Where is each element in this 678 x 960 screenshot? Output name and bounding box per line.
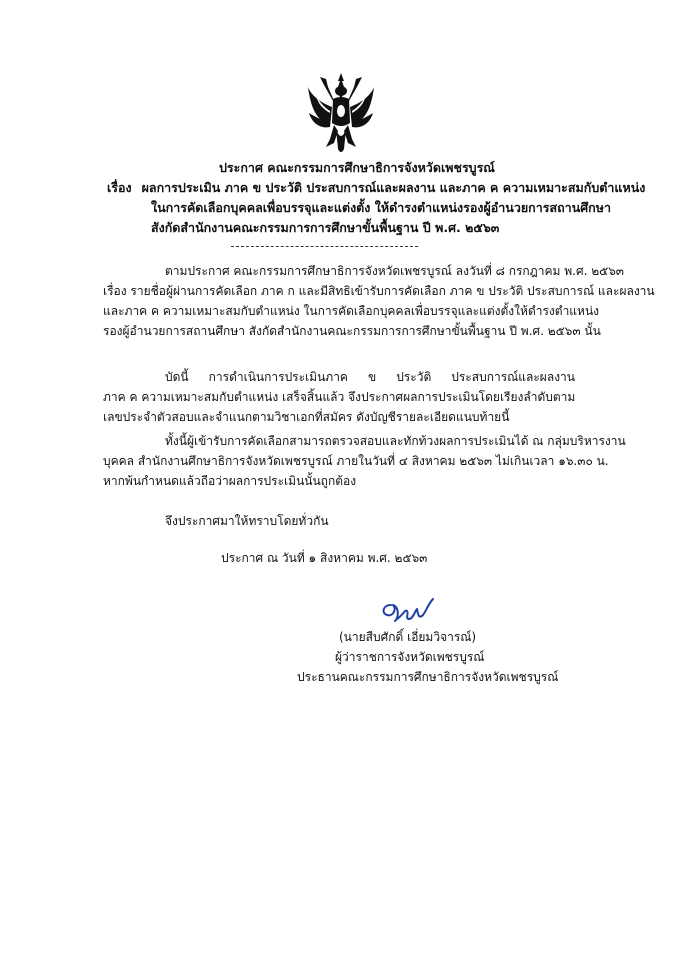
signatory-position-2: ประธานคณะกรรมการศึกษาธิการจังหวัดเพชรบูรณ์ <box>297 670 559 684</box>
title-divider <box>231 246 418 247</box>
signatory-position-1: ผู้ว่าราชการจังหวัดเพชรบูรณ์ <box>335 650 485 664</box>
paragraph-1-line-3: และภาค ค ความเหมาะสมกับตำแหน่ง ในการคัดเลือกบุคคลเพื่อบรรจุและแต่งตั้งให้ดำรงตำแหน่ง <box>103 304 600 318</box>
subject-label: เรื่อง <box>107 180 132 195</box>
announcement-title: ประกาศ คณะกรรมการศึกษาธิการจังหวัดเพชรบูรณ์ <box>219 160 495 175</box>
garuda-emblem-icon <box>306 73 376 155</box>
paragraph-1-line-4: รองผู้อำนวยการสถานศึกษา สังกัดสำนักงานคณะกรรมการการศึกษาขั้นพื้นฐาน ปี พ.ศ. ๒๕๖๓ นั้น <box>103 324 601 338</box>
paragraph-1-line-1: ตามประกาศ คณะกรรมการศึกษาธิการจังหวัดเพชรบูรณ์ ลงวันที่ ๘ กรกฎาคม พ.ศ. ๒๕๖๓ <box>165 264 625 278</box>
handwritten-signature <box>377 597 435 625</box>
paragraph-2-line-2: ภาค ค ความเหมาะสมกับตำแหน่ง เสร็จสิ้นแล้ว จึงประกาศผลการประเมินโดยเรียงลำดับตาม <box>103 390 576 404</box>
closing-statement: จึงประกาศมาให้ทราบโดยทั่วกัน <box>165 514 329 528</box>
paragraph-3-line-2: บุคคล สำนักงานศึกษาธิการจังหวัดเพชรบูรณ์ ภายในวันที่ ๔ สิงหาคม ๒๕๖๓ ไม่เกินเวลา ๑๖.๓๐ น. <box>103 454 609 468</box>
subject-text-line-3: สังกัดสำนักงานคณะกรรมการการศึกษาขั้นพื้นฐาน ปี พ.ศ. ๒๕๖๓ <box>151 220 500 235</box>
paragraph-3-line-1: ทั้งนี้ผู้เข้ารับการคัดเลือกสามารถตรวจสอบและทักท้วงผลการประเมินได้ ณ กลุ่มบริหารงาน <box>165 434 626 448</box>
announcement-date: ประกาศ ณ วันที่ ๑ สิงหาคม พ.ศ. ๒๕๖๓ <box>221 551 428 565</box>
paragraph-1-line-2: เรื่อง รายชื่อผู้ผ่านการคัดเลือก ภาค ก และมีสิทธิเข้ารับการคัดเลือก ภาค ข ประวัติ ประสบการณ์ และผลงาน <box>103 284 655 298</box>
subject-text-line-1: ผลการประเมิน ภาค ข ประวัติ ประสบการณ์และผลงาน และภาค ค ความเหมาะสมกับตำแหน่ง <box>141 180 646 195</box>
paragraph-2-line-3: เลขประจำตัวสอบและจำแนกตามวิชาเอกที่สมัคร ดังบัญชีรายละเอียดแนบท้ายนี้ <box>103 410 510 424</box>
paragraph-3-line-3: หากพ้นกำหนดแล้วถือว่าผลการประเมินนั้นถูกต้อง <box>103 474 357 488</box>
subject-text-line-2: ในการคัดเลือกบุคคลเพื่อบรรจุและแต่งตั้ง ให้ดำรงตำแหน่งรองผู้อำนวยการสถานศึกษา <box>151 200 612 215</box>
paragraph-2-line-1: บัดนี้ การดำเนินการประเมินภาค ข ประวัติ ประสบการณ์และผลงาน <box>165 370 575 384</box>
signatory-name: (นายสืบศักดิ์ เอี่ยมวิจารณ์) <box>339 630 477 644</box>
subject-line <box>107 178 645 198</box>
